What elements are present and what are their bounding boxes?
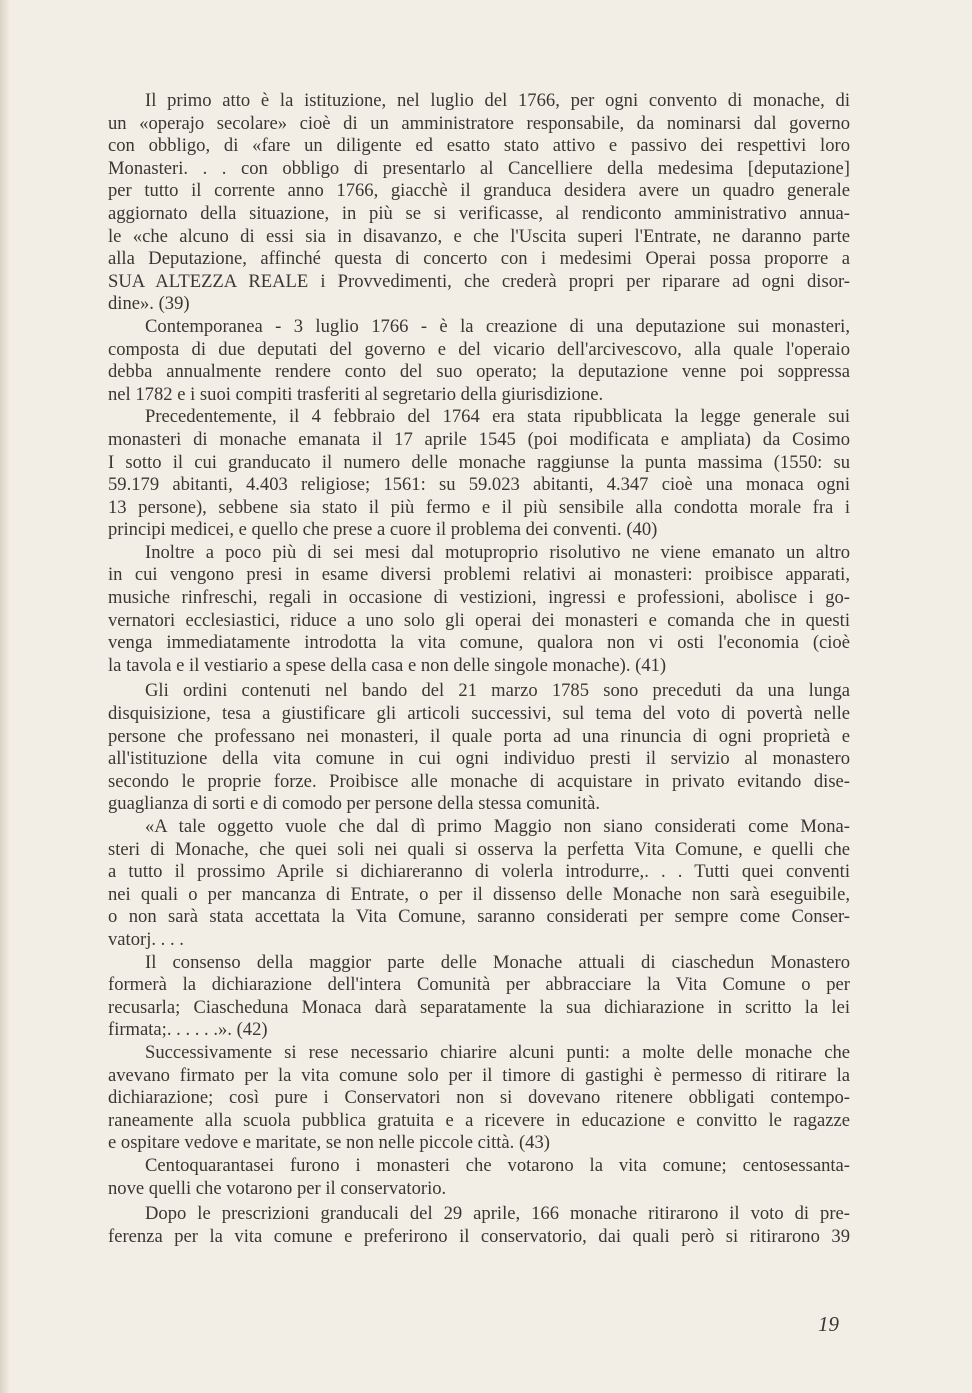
text-line: firmata;. . . . . .». (42)	[108, 1019, 268, 1041]
paragraph	[108, 1042, 850, 1155]
text-line: recusarla; Ciascheduna Monaca darà separatamente la sua dichiarazione in scritto la lei	[108, 996, 850, 1018]
paragraph	[108, 1155, 850, 1200]
text-line: Il consenso della maggior parte delle Monache attuali di ciaschedun Monastero	[145, 951, 850, 973]
text-line: composta di due deputati del governo e del vicario dell'arcivescovo, alla quale l'operaio	[108, 338, 850, 360]
paragraph	[108, 90, 850, 316]
paragraph	[108, 316, 850, 406]
text-line: venga immediatamente introdotta la vita comune, qualora non vi osti l'economia (cioè	[108, 632, 850, 654]
text-line: Centoquarantasei furono i monasteri che votarono la vita comune; centosessanta-	[145, 1154, 850, 1176]
text-line: vatorj. . . .	[108, 928, 184, 950]
text-line: Precedentemente, il 4 febbraio del 1764 era stata ripubblicata la legge generale sui	[145, 406, 850, 428]
text-line: nove quelli che votarono per il conservatorio.	[108, 1177, 447, 1199]
text-line: nei quali o per mancanza di Entrate, o per il dissenso delle Monache non sarà eseguibile,	[108, 883, 850, 905]
text-line: debba annualmente rendere conto del suo operato; la deputazione venne poi soppressa	[108, 361, 850, 383]
text-line: raneamente alla scuola pubblica gratuita e a ricevere in educazione e convitto le ragazze	[108, 1109, 850, 1131]
text-line: secondo le proprie forze. Proibisce alle monache di acquistare in privato evitando dise-	[108, 770, 850, 792]
paragraph	[108, 1203, 850, 1248]
paragraph	[108, 816, 850, 952]
text-line: a tutto il prossimo Aprile si dichiareranno di volerla introdurre,. . . Tutti quei conventi	[108, 861, 850, 883]
text-line: alla Deputazione, affinché questa di concerto con i medesimi Operai possa proporre a	[108, 248, 850, 270]
text-line: dine». (39)	[108, 293, 190, 315]
text-line: Inoltre a poco più di sei mesi dal motuproprio risolutivo ne viene emanato un altro	[145, 541, 850, 563]
text-line: Dopo le prescrizioni granducali del 29 aprile, 166 monache ritirarono il voto di pre-	[145, 1203, 850, 1225]
text-line: per tutto il corrente anno 1766, giacchè il granduca desidera avere un quadro generale	[108, 180, 850, 202]
text-line: la tavola e il vestiario a spese della casa e non delle singole monache). (41)	[108, 654, 667, 676]
text-line: Monasteri. . . con obbligo di presentarlo al Cancelliere della medesima [deputazione]	[108, 157, 850, 179]
text-line: vernatori ecclesiastici, riduce a uno solo gli operai dei monasteri e comanda che in questi	[108, 609, 850, 631]
text-line: 13 persone), sebbene sia stato il più fermo e il più sensibile alla condotta morale fra i	[108, 496, 850, 518]
paragraph	[108, 680, 850, 816]
paragraph	[108, 952, 850, 1042]
text-line: ferenza per la vita comune e preferirono il conservatorio, dai quali però si ritirarono 39	[108, 1225, 850, 1247]
text-line: aggiornato della situazione, in più se si verificasse, al rendiconto amministrativo annua-	[108, 202, 850, 224]
text-line: I sotto il cui granducato il numero delle monache raggiunse la punta massima (1550: su	[108, 451, 850, 473]
text-line: dichiarazione; così pure i Conservatori non si dovevano ritenere obbligati contempo-	[108, 1087, 850, 1109]
text-line: Successivamente si rese necessario chiarire alcuni punti: a molte delle monache che	[145, 1041, 850, 1063]
text-line: con obbligo, di «fare un diligente ed esatto stato attivo e passivo dei respettivi loro	[108, 135, 850, 157]
paragraph	[108, 542, 850, 678]
text-line: principi medicei, e quello che prese a cuore il problema dei conventi. (40)	[108, 519, 658, 541]
text-line: formerà la dichiarazione dell'intera Comunità per abbracciare la Vita Comune o per	[108, 974, 850, 996]
body-text	[108, 90, 850, 1248]
text-line: Contemporanea - 3 luglio 1766 - è la creazione di una deputazione sui monasteri,	[145, 315, 850, 337]
text-line: guaglianza di sorti e di comodo per persone della stessa comunità.	[108, 793, 601, 815]
text-line: monasteri di monache emanata il 17 aprile 1545 (poi modificata e ampliata) da Cosimo	[108, 428, 850, 450]
page-number: 19	[818, 1312, 839, 1336]
text-line: nel 1782 e i suoi compiti trasferiti al segretario della giurisdizione.	[108, 383, 604, 405]
text-line: musiche rinfreschi, regali in occasione di vestizioni, ingressi e professioni, abolisce i go-	[108, 587, 850, 609]
text-line: un «operajo secolare» cioè di un amministratore responsabile, da nominarsi dal governo	[108, 112, 850, 134]
text-line: Gli ordini contenuti nel bando del 21 marzo 1785 sono preceduti da una lunga	[145, 680, 850, 702]
text-line: Il primo atto è la istituzione, nel luglio del 1766, per ogni convento di monache, di	[145, 90, 850, 111]
page-edge-shadow	[0, 0, 10, 1393]
text-line: SUA ALTEZZA REALE i Provvedimenti, che crederà propri per riparare ad ogni disor-	[108, 270, 850, 292]
text-line: e ospitare vedove e maritate, se non nelle piccole città. (43)	[108, 1132, 550, 1154]
text-line: all'istituzione della vita comune in cui ogni individuo presti il servizio al monastero	[108, 748, 850, 770]
text-line: 59.179 abitanti, 4.403 religiose; 1561: su 59.023 abitanti, 4.347 cioè una monaca ogni	[108, 474, 850, 496]
text-line: persone che professano nei monasteri, il quale porta ad una rinuncia di ogni proprietà e	[108, 725, 850, 747]
text-line: le «che alcuno di essi sia in disavanzo, e che l'Uscita superi l'Entrate, ne daranno parte	[108, 225, 850, 247]
text-line: «A tale oggetto vuole che dal dì primo Maggio non siano considerati come Mona-	[145, 816, 850, 837]
text-line: steri di Monache, che quei soli nei quali si osserva la perfetta Vita Comune, e quelli che	[108, 838, 850, 860]
paragraph	[108, 406, 850, 542]
text-line: disquisizione, tesa a giustificare gli articoli successivi, sul tema del voto di povertà nelle	[108, 703, 850, 725]
text-line: avevano firmato per la vita comune solo per il timore di gastighi è permesso di ritirare la	[108, 1064, 850, 1086]
text-line: in cui vengono presi in esame diversi problemi relativi ai monasteri: proibisce apparati,	[108, 564, 850, 586]
text-line: o non sarà stata accettata la Vita Comune, saranno considerati per sempre come Conser-	[108, 906, 850, 928]
